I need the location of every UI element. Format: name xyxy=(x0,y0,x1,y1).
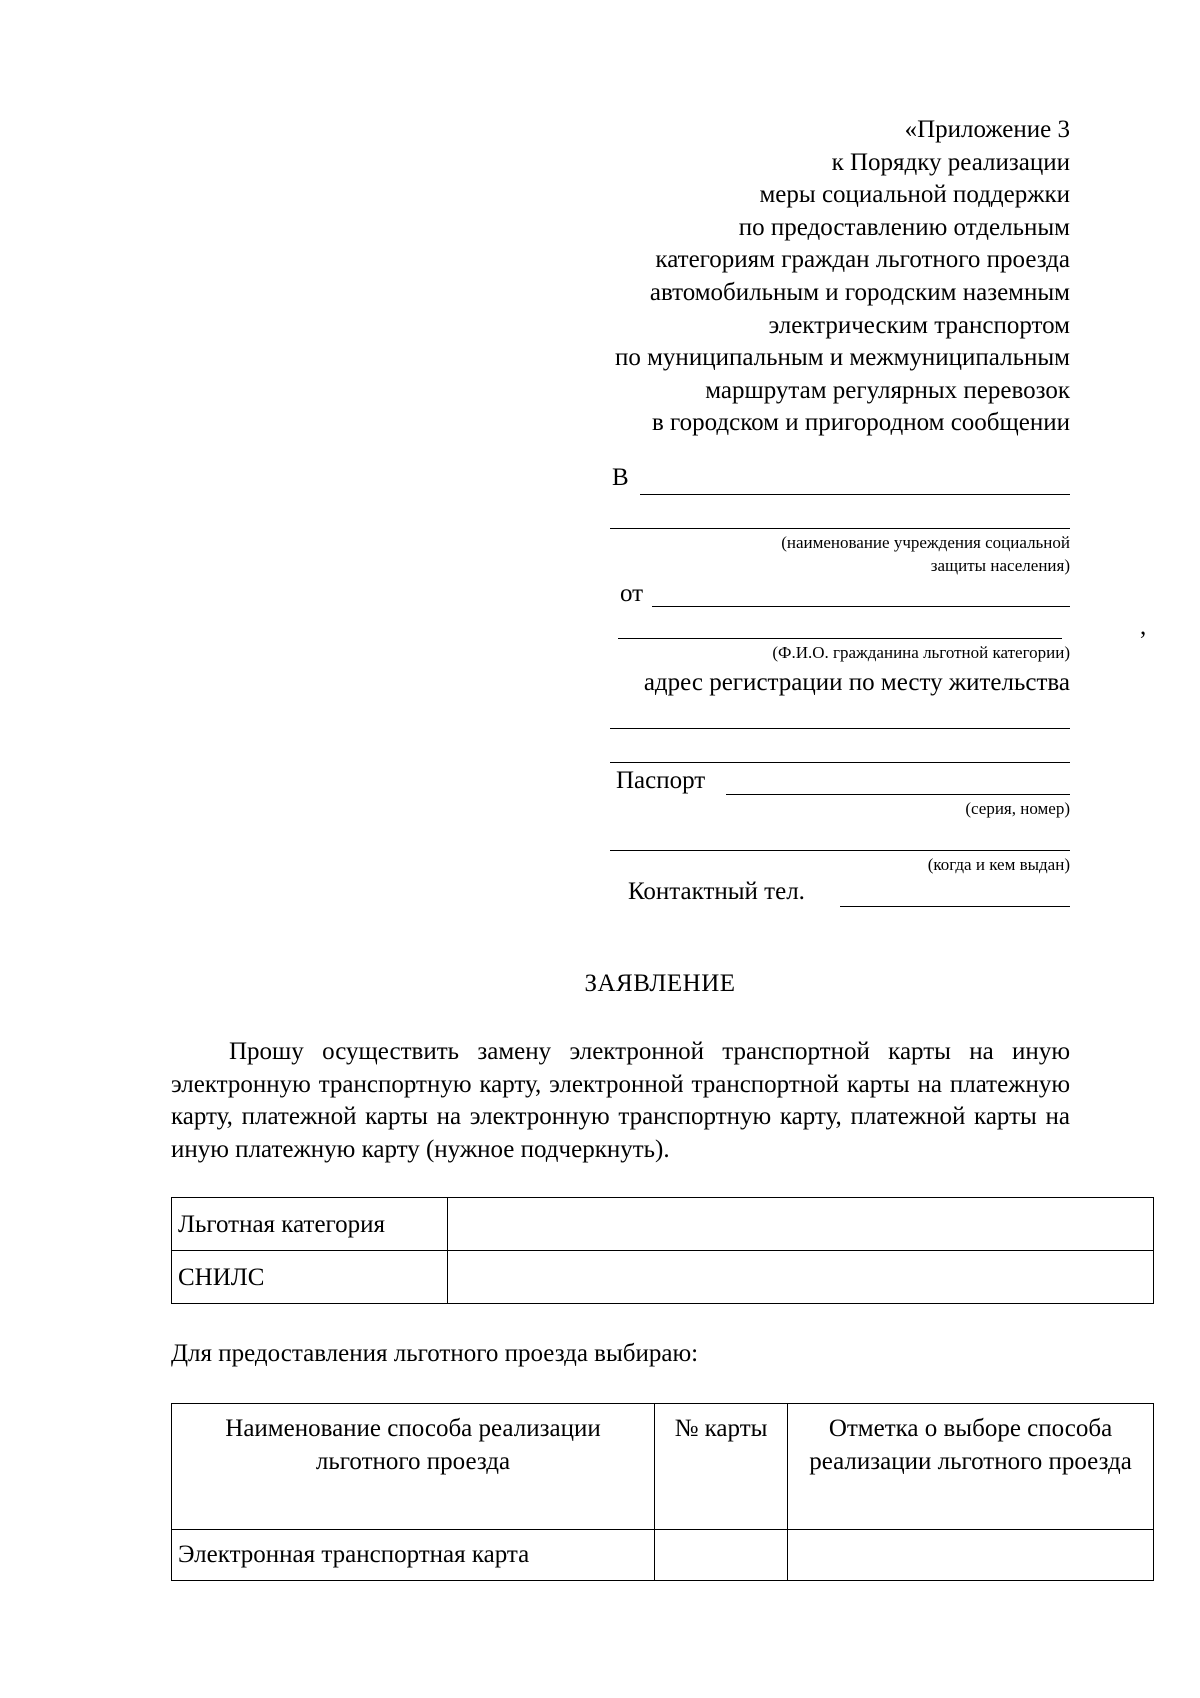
comma-mark: , xyxy=(1140,613,1147,640)
choice-mark-header: Отметка о выборе способа реализации льготного проезда xyxy=(788,1404,1154,1530)
institution-caption-line-1: (наименование учреждения социальной xyxy=(781,533,1070,552)
document-title: ЗАЯВЛЕНИЕ xyxy=(584,970,736,997)
phone-label: Контактный тел. xyxy=(628,878,805,905)
appendix-line: категориям граждан льготного проезда xyxy=(655,246,1070,274)
institution-caption-line-2: защиты населения) xyxy=(930,556,1070,575)
institution-field-line-2[interactable] xyxy=(610,528,1070,529)
appendix-header xyxy=(615,114,1070,440)
snils-value-cell[interactable] xyxy=(448,1251,1154,1304)
address-field-line-1[interactable] xyxy=(610,728,1070,729)
appendix-line: по муниципальным и межмуниципальным xyxy=(614,344,1070,372)
passport-field-line[interactable] xyxy=(726,794,1070,795)
institution-field-line-1[interactable] xyxy=(640,494,1070,495)
appendix-line: в городском и пригородном сообщении xyxy=(651,409,1070,437)
passport-caption: (серия, номер) xyxy=(965,799,1070,818)
table-row xyxy=(172,1251,1154,1304)
address-label: адрес регистрации по месту жительства xyxy=(643,669,1070,696)
method-table xyxy=(171,1403,1154,1581)
appendix-line: к Порядку реализации xyxy=(831,148,1070,176)
request-paragraph: Прошу осуществить замену электронной транспортной карты на иную электронную транспортную карту, электронной транспортной карты на платежную карту, платежной карты на электронную транспортную карту, платежной карты на иную платежную карту (нужное подчеркнуть). xyxy=(171,1038,1070,1163)
card-number-header: № карты xyxy=(655,1404,788,1530)
method-name-header: Наименование способа реализации льготного проезда xyxy=(172,1404,655,1530)
fio-caption: (Ф.И.О. гражданина льготной категории) xyxy=(772,643,1070,662)
fio-field-line-1[interactable] xyxy=(652,606,1070,607)
table-row xyxy=(172,1198,1154,1251)
issued-caption: (когда и кем выдан) xyxy=(927,855,1070,874)
appendix-line: электрическим транспортом xyxy=(768,311,1070,339)
choose-text: Для предоставления льготного проезда выбираю: xyxy=(171,1340,699,1367)
table-row xyxy=(172,1530,1154,1581)
from-label: от xyxy=(620,580,644,607)
to-label: В xyxy=(612,464,629,491)
appendix-line: меры социальной поддержки xyxy=(759,181,1070,209)
appendix-line: по предоставлению отдельным xyxy=(738,213,1070,241)
appendix-line: «Приложение 3 xyxy=(904,116,1070,143)
category-value-cell[interactable] xyxy=(448,1198,1154,1251)
card-number-cell[interactable] xyxy=(655,1530,788,1581)
method-name-cell: Электронная транспортная карта xyxy=(172,1530,655,1581)
category-label-cell: Льготная категория xyxy=(172,1198,448,1251)
fio-field-line-2[interactable] xyxy=(618,638,1062,639)
phone-field-line[interactable] xyxy=(840,906,1070,907)
choice-mark-cell[interactable] xyxy=(788,1530,1154,1581)
appendix-line: маршрутам регулярных перевозок xyxy=(705,376,1070,404)
table-header-row xyxy=(172,1404,1154,1530)
passport-label: Паспорт xyxy=(616,767,706,794)
info-table xyxy=(171,1197,1154,1304)
passport-issued-field-line[interactable] xyxy=(610,850,1070,851)
address-field-line-2[interactable] xyxy=(610,762,1070,763)
snils-label-cell: СНИЛС xyxy=(172,1251,448,1304)
appendix-line: автомобильным и городским наземным xyxy=(649,278,1070,306)
